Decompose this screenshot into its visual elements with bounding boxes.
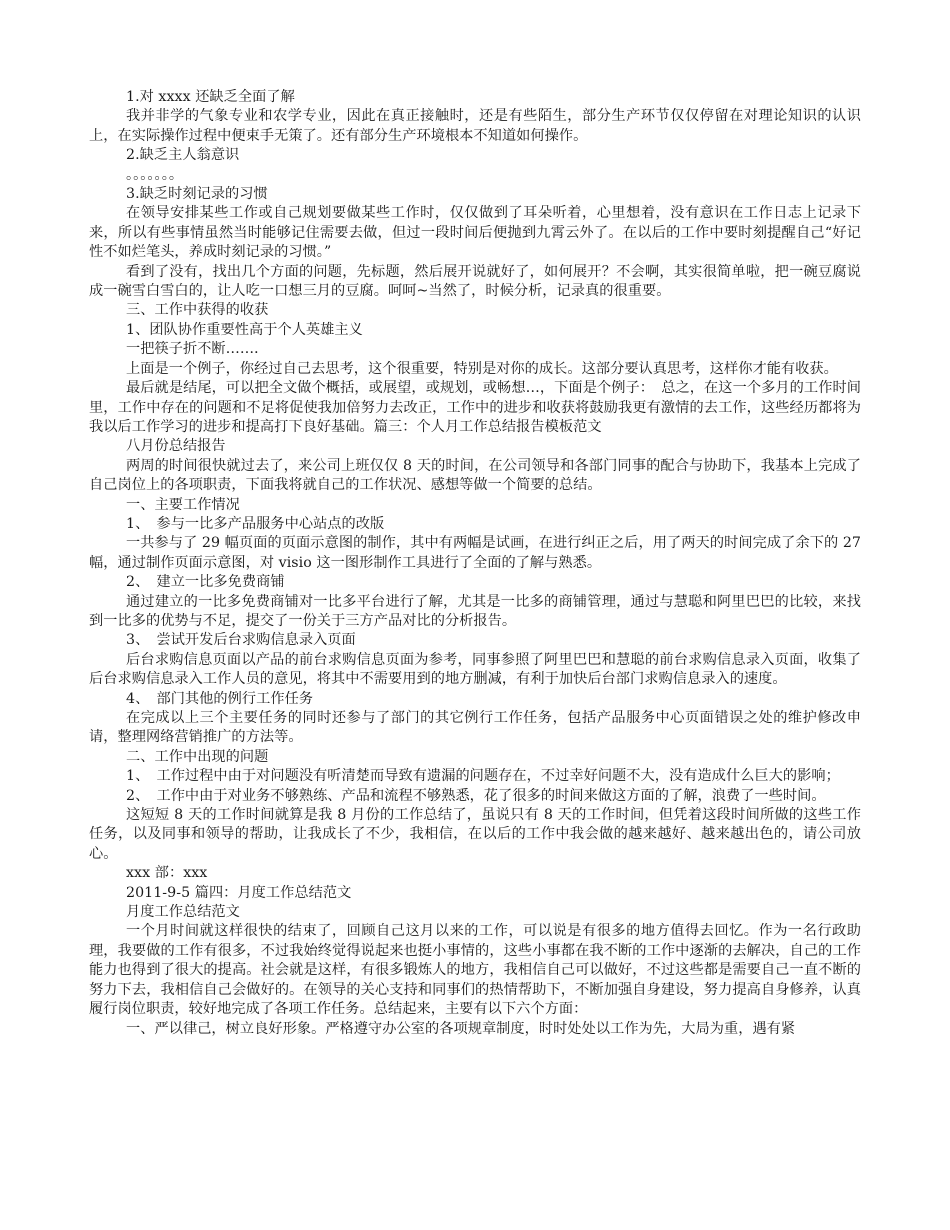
paragraph: 后台求购信息页面以产品的前台求购信息页面为参考，同事参照了阿里巴巴和慧聪的前台求购信息录入页面，收集了后台求购信息录入工作人员的意见，将其中不需要用到的地方删减，有利于加快后台部门求购信息录入的速度。 <box>89 651 861 688</box>
paragraph: 一、严以律己，树立良好形象。严格遵守办公室的各项规章制度，时时处处以工作为先，大局为重，遇有紧 <box>126 1020 796 1037</box>
problem-item-1: 1、 工作过程中由于对问题没有听清楚而导致有遗漏的问题存在，不过幸好问题不大，没有造成什么巨大的影响； <box>126 768 840 785</box>
subheading-teamwork: 1、团队协作重要性高于个人英雄主义 <box>126 321 363 338</box>
signature-line: xxx 部：xxx <box>126 865 208 882</box>
paragraph: 在领导安排某些工作或自己规划要做某些工作时，仅仅做到了耳朵听着，心里想着，没有意识在工作日志上记录下来，所以有些事情虽然当时能够记住需要去做，但过一段时间后便抛到九霄云外了。在以后的工作中要时刻提醒自己“好记性不如烂笔头，养成时刻记录的习惯。” <box>89 205 861 261</box>
report-title-monthly: 月度工作总结范文 <box>126 904 240 921</box>
paragraph: 看到了没有，找出几个方面的问题，先标题，然后展开说就好了，如何展开？不会啊，其实很简单啦，把一碗豆腐说成一碗雪白雪白的，让人吃一口想三月的豆腐。呵呵~当然了，时候分析，记录真的很重要。 <box>89 263 861 300</box>
paragraph: 一把筷子折不断……． <box>126 341 269 358</box>
paragraph: 两周的时间很快就过去了，来公司上班仅仅 8 天的时间，在公司领导和各部门同事的配合与协助下，我基本上完成了自己岗位上的各项职责，下面我将就自己的工作状况、感想等做一个简要的总结。 <box>89 457 861 494</box>
subheading-item-2: 2、 建立一比多免费商铺 <box>126 574 285 591</box>
heading-lack-understanding: 1.对 xxxx 还缺乏全面了解 <box>126 89 295 105</box>
paragraph: 通过建立的一比多免费商铺对一比多平台进行了解，尤其是一比多的商铺管理，通过与慧聪和阿里巴巴的比较，来找到一比多的优势与不足，提交了一份关于三方产品对比的分析报告。 <box>89 593 861 629</box>
subheading-item-4: 4、 部门其他的例行工作任务 <box>126 690 314 707</box>
problem-item-2: 2、 工作中由于对业务不够熟练、产品和流程不够熟悉，花了很多的时间来做这方面的了解，浪费了一些时间。 <box>126 787 826 804</box>
subheading-item-1: 1、 参与一比多产品服务中心站点的改版 <box>126 515 385 532</box>
paragraph: 一共参与了 29 幅页面的页面示意图的制作，其中有两幅是试画，在进行纠正之后，用了两天的时间完成了余下的 27 幅，通过制作页面示意图，对 visio 这一图形制作工具进行了全面的了解与熟悉。 <box>89 535 861 571</box>
paragraph: 在完成以上三个主要任务的同时还参与了部门的其它例行工作任务，包括产品服务中心页面错误之处的维护修改申请，整理网络营销推广的方法等。 <box>89 710 861 746</box>
subheading-item-3: 3、 尝试开发后台求购信息录入页面 <box>126 632 356 649</box>
report-title-august: 八月份总结报告 <box>126 438 226 455</box>
section-heading-problems: 二、工作中出现的问题 <box>126 748 269 765</box>
date-line: 2011-9-5 篇四：月度工作总结范文 <box>126 884 352 901</box>
heading-lack-recording: 3.缺乏时刻记录的习惯 <box>126 186 268 203</box>
ellipsis-line: 。。。。。。。 <box>126 166 184 183</box>
document-body <box>89 88 861 1039</box>
paragraph: 我并非学的气象专业和农学专业，因此在真正接触时，还是有些陌生，部分生产环节仅仅停留在对理论知识的认识上，在实际操作过程中便束手无策了。还有部分生产环境根本不知道如何操作。 <box>89 108 861 144</box>
paragraph: 一个月时间就这样很快的结束了，回顾自己这月以来的工作，可以说是有很多的地方值得去回忆。作为一名行政助理，我要做的工作有很多，不过我始终觉得说起来也挺小事情的，这些小事都在我不断的工作中逐渐的去解决，自己的工作能力也得到了很大的提高。社会就是这样，有很多锻炼人的地方，我相信自己可以做好，不过这些都是需要自己一直不断的努力下去，我相信自己会做好的。在领导的关心支持和同事们的热情帮助下，不断加强自身建设，努力提高自身修养，认真履行岗位职责，较好地完成了各项工作任务。总结起来，主要有以下六个方面： <box>89 923 861 1018</box>
section-heading-main-work: 一、主要工作情况 <box>126 496 240 513</box>
heading-lack-ownership: 2.缺乏主人翁意识 <box>126 147 240 164</box>
section-heading-gains: 三、工作中获得的收获 <box>126 302 269 319</box>
paragraph: 最后就是结尾，可以把全文做个概括，或展望，或规划，或畅想…，下面是个例子： 总之，在这一个多月的工作时间里，工作中存在的问题和不足将促使我加倍努力去改正，工作中的进步和收获将鼓励我更有激情的去工作，这些经历都将为我以后工作学习的进步和提高打下良好基础。篇三：个人月工作总结报告模板范文 <box>89 380 861 435</box>
paragraph: 上面是一个例子，你经过自己去思考，这个很重要，特别是对你的成长。这部分要认真思考，这样你才能有收获。 <box>126 360 838 377</box>
paragraph: 这短短 8 天的工作时间就算是我 8 月份的工作总结了，虽说只有 8 天的工作时间，但凭着这段时间所做的这些工作任务，以及同事和领导的帮助，让我成长了不少，我相信，在以后的工作中我会做的越来越好、越来越出色的，请公司放心。 <box>89 807 861 862</box>
